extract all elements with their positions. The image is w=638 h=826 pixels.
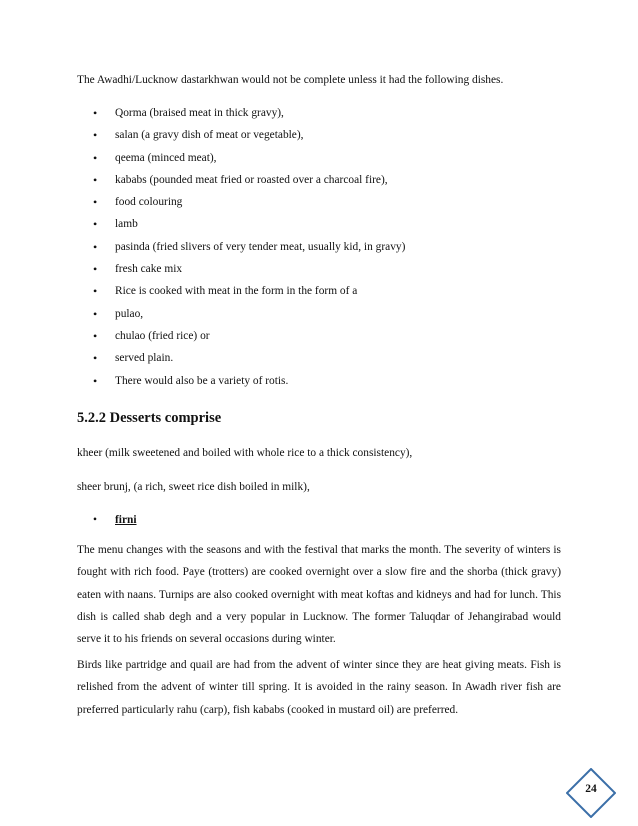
list-item: • There would also be a variety of rotis. xyxy=(93,374,405,396)
list-item: • chulao (fried rice) or xyxy=(93,329,405,351)
list-item: • pulao, xyxy=(93,307,405,329)
page-number: 24 xyxy=(585,783,597,795)
paragraph-seasons: The menu changes with the seasons and with the festival that marks the month. The severity of winters is fought with rich food. Paye (trotters) are cooked overnight over a slow fire and the shorba (thick gravy) eaten with naans. Turnips are also cooked overnight with meat koftas and kidneys and had for lunch. This dish is called shab degh and a very popular in Lucknow. The former Taluqdar of Jehangirabad would serve it to his friends on several occasions during winter. xyxy=(77,544,561,646)
list-item: • Rice is cooked with meat in the form in the form of a xyxy=(93,284,405,306)
dessert-line-sheer-brunj: sheer brunj, (a rich, sweet rice dish boiled in milk), xyxy=(77,481,310,493)
intro-text: The Awadhi/Lucknow dastarkhwan would not be complete unless it had the following dishes. xyxy=(77,74,504,86)
section-heading: 5.2.2 Desserts comprise xyxy=(77,410,222,426)
page-number-badge xyxy=(566,768,616,818)
list-item: • lamb xyxy=(93,217,405,239)
list-item: • served plain. xyxy=(93,351,405,373)
list-item: • salan (a gravy dish of meat or vegetable), xyxy=(93,128,405,150)
dessert-bullet-firni: • firni xyxy=(93,514,137,526)
list-item: • food colouring xyxy=(93,195,405,217)
dish-list xyxy=(93,106,405,396)
list-item: • Qorma (braised meat in thick gravy), xyxy=(93,106,405,128)
list-item: • qeema (minced meat), xyxy=(93,151,405,173)
dessert-line-kheer: kheer (milk sweetened and boiled with whole rice to a thick consistency), xyxy=(77,447,413,459)
paragraph-birds-fish: Birds like partridge and quail are had from the advent of winter since they are heat giving meats. Fish is relished from the advent of winter till spring. It is avoided in the rainy season. In Awadh river fish are preferred particularly rahu (carp), fish kababs (cooked in mustard oil) are preferred. xyxy=(77,659,561,716)
list-item: • pasinda (fried slivers of very tender meat, usually kid, in gravy) xyxy=(93,240,405,262)
list-item: • fresh cake mix xyxy=(93,262,405,284)
list-item: • kababs (pounded meat fried or roasted over a charcoal fire), xyxy=(93,173,405,195)
